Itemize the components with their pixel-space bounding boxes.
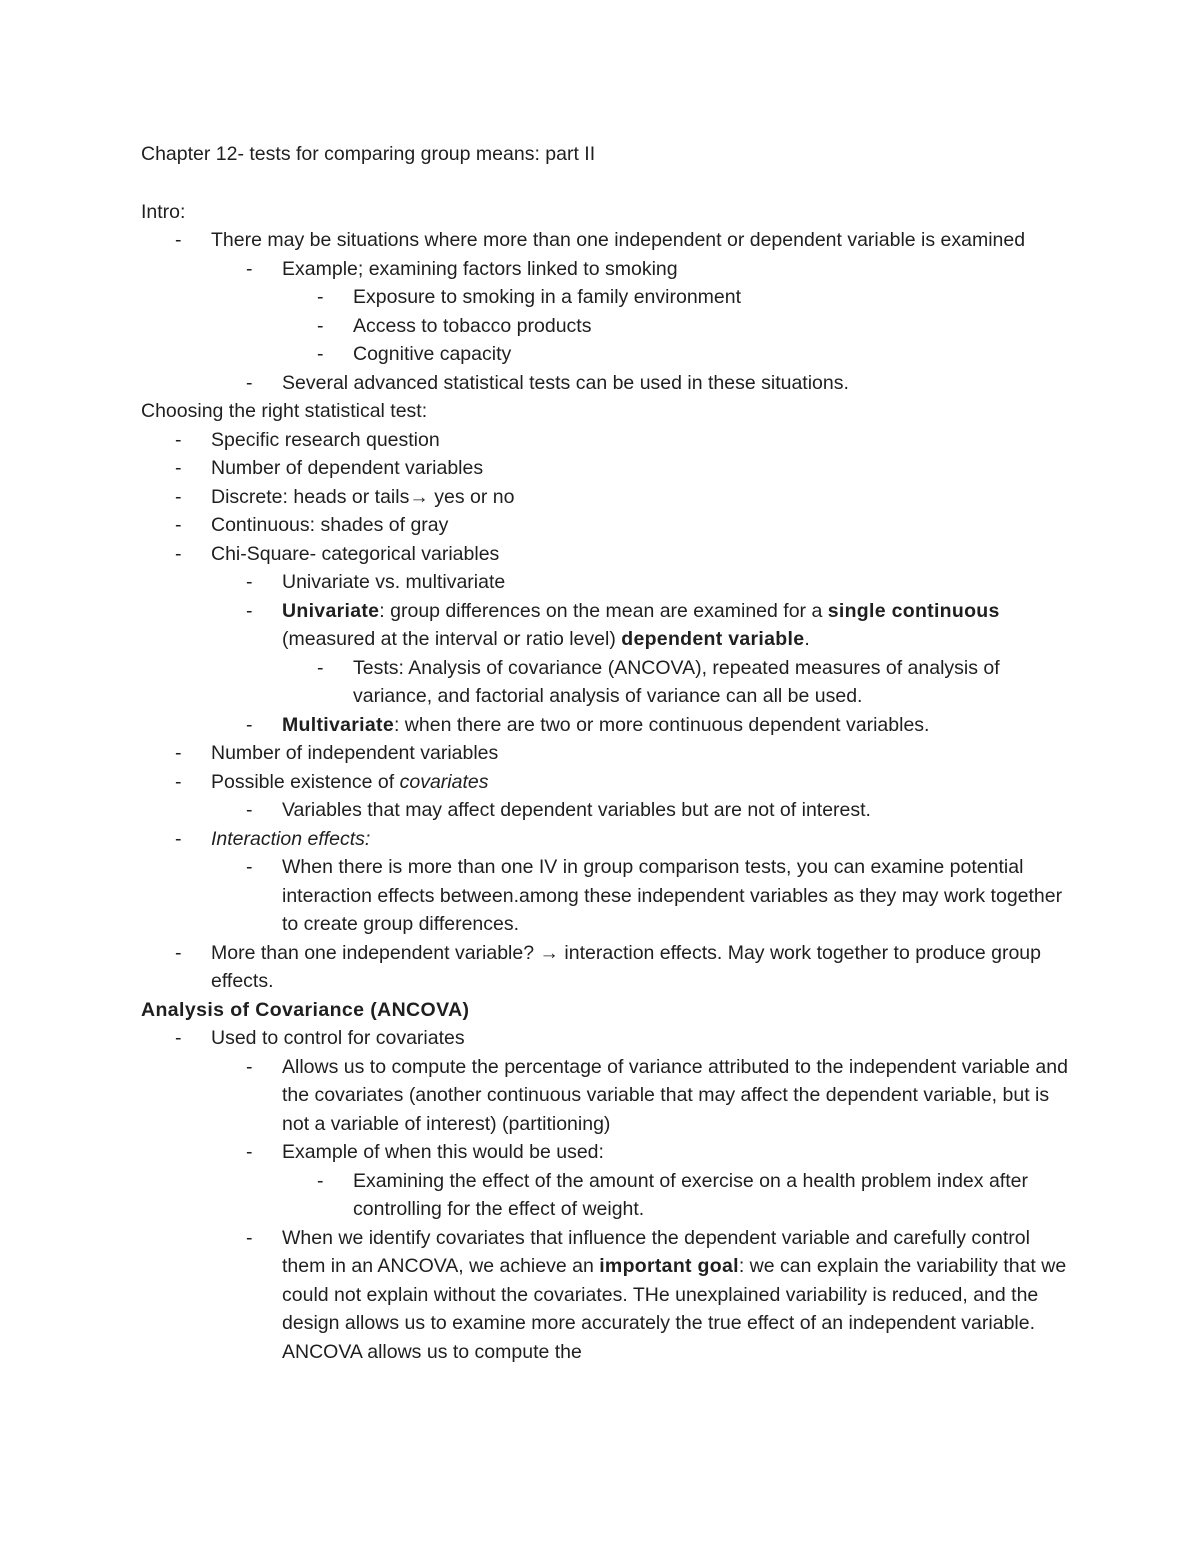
bullet-dash: - xyxy=(246,1055,253,1078)
bullet-dash: - xyxy=(175,514,182,536)
bullet-dash: - xyxy=(246,856,253,878)
bullet-dash: - xyxy=(246,799,253,821)
list-item xyxy=(141,739,1071,768)
bullet-dash: - xyxy=(175,941,182,964)
bullet-dash: - xyxy=(317,343,324,365)
bullet-dash: - xyxy=(175,1027,182,1049)
document-page xyxy=(141,140,1071,1366)
list-item xyxy=(141,1053,1071,1139)
list-item-text: More than one independent variable? → interaction effects. May work together to produce group effects. xyxy=(211,941,1041,992)
list-item-text: There may be situations where more than one independent or dependent variable is examined xyxy=(211,229,1026,251)
list-item xyxy=(141,540,1071,569)
list-item-text: Number of independent variables xyxy=(211,742,499,764)
list-item-text: When there is more than one IV in group comparison tests, you can examine potential interaction effects between.among these independent variables as they may work together to create group differences. xyxy=(282,856,1063,935)
list-item-text: Number of dependent variables xyxy=(211,457,484,479)
list-item xyxy=(141,796,1071,825)
list-item-text: Interaction effects: xyxy=(211,827,371,850)
list-item xyxy=(141,1138,1071,1167)
list-item-text: Univariate vs. multivariate xyxy=(282,571,506,593)
list-item-text: Continuous: shades of gray xyxy=(211,514,449,536)
list-item-text: Example of when this would be used: xyxy=(282,1141,604,1163)
bullet-dash: - xyxy=(175,457,182,479)
list-item-text: Discrete: heads or tails→ yes or no xyxy=(211,485,515,508)
list-item xyxy=(141,1224,1071,1367)
bullet-dash: - xyxy=(175,742,182,764)
bullet-dash: - xyxy=(175,542,182,565)
bullet-dash: - xyxy=(317,656,324,679)
term-multivariate: Multivariate xyxy=(282,713,394,736)
bold-segment: important goal xyxy=(599,1255,739,1277)
bullet-dash: - xyxy=(246,371,253,394)
list-item-text: Chi-Square- categorical variables xyxy=(211,542,500,565)
list-item xyxy=(141,711,1071,740)
bold-segment: dependent variable xyxy=(621,628,805,650)
bullet-dash: - xyxy=(175,485,182,508)
list-item xyxy=(141,426,1071,455)
text-segment: Possible existence of xyxy=(211,770,400,793)
list-item-text: Variables that may affect dependent variables but are not of interest. xyxy=(282,799,871,821)
bullet-dash: - xyxy=(317,314,324,337)
bullet-dash: - xyxy=(246,713,253,736)
list-item xyxy=(141,226,1071,255)
text-segment: (measured at the interval or ratio level) xyxy=(282,628,622,650)
list-item-text: Example; examining factors linked to smoking xyxy=(282,257,678,280)
list-item-text: Access to tobacco products xyxy=(353,314,592,337)
list-item-text xyxy=(211,771,488,793)
list-item-text xyxy=(282,1227,1066,1363)
choosing-heading: Choosing the right statistical test: xyxy=(141,400,428,422)
list-item xyxy=(141,825,1071,854)
list-item-text: Cognitive capacity xyxy=(353,343,512,365)
list-item xyxy=(141,939,1071,996)
text-segment: : when there are two or more continuous dependent variables. xyxy=(393,713,930,736)
bullet-dash: - xyxy=(246,1226,253,1249)
bullet-dash: - xyxy=(175,428,182,451)
bullet-dash: - xyxy=(246,1141,253,1163)
bullet-dash: - xyxy=(246,571,253,593)
list-item xyxy=(141,768,1071,797)
ancova-heading: Analysis of Covariance (ANCOVA) xyxy=(141,998,470,1021)
list-item xyxy=(141,283,1071,312)
text-segment: : we can explain the variability that we could not explain without the covariates. THe unexplained variability is reduced, and the design allows us to examine more accurately the true effect of an independent variable. ANCOVA allows us to compute the xyxy=(282,1255,1067,1363)
list-item xyxy=(141,1024,1071,1053)
list-item-text: Tests: Analysis of covariance (ANCOVA), repeated measures of analysis of variance, and factorial analysis of variance can all be used. xyxy=(353,656,1000,707)
list-item xyxy=(141,654,1071,711)
italic-segment: covariates xyxy=(399,770,489,793)
list-item-text xyxy=(282,714,929,736)
list-item-text: Several advanced statistical tests can be used in these situations. xyxy=(282,371,849,394)
list-item-text: Exposure to smoking in a family environment xyxy=(353,286,742,308)
list-item xyxy=(141,369,1071,398)
bullet-dash: - xyxy=(175,229,182,251)
list-item xyxy=(141,511,1071,540)
bullet-dash: - xyxy=(175,770,182,793)
bullet-dash: - xyxy=(175,827,182,850)
list-item-text xyxy=(282,600,1000,651)
list-item xyxy=(141,312,1071,341)
bullet-dash: - xyxy=(246,257,253,280)
bullet-dash: - xyxy=(317,1169,324,1192)
text-segment: . xyxy=(804,628,810,650)
page-title: Chapter 12- tests for comparing group means: part II xyxy=(141,143,596,165)
list-item xyxy=(141,597,1071,654)
list-item xyxy=(141,1167,1071,1224)
text-segment: When we identify covariates that influence the dependent variable and carefully control them in an ANCOVA, we achieve an xyxy=(282,1226,1030,1277)
bullet-dash: - xyxy=(246,599,253,622)
list-item xyxy=(141,454,1071,483)
list-item-text: Used to control for covariates xyxy=(211,1027,465,1049)
list-item xyxy=(141,255,1071,284)
bullet-dash: - xyxy=(317,286,324,308)
list-item xyxy=(141,483,1071,512)
list-item-text: Examining the effect of the amount of exercise on a health problem index after controlling for the effect of weight. xyxy=(353,1169,1028,1220)
list-item-text: Specific research question xyxy=(211,428,440,451)
term-univariate: Univariate xyxy=(282,599,380,622)
list-item xyxy=(141,568,1071,597)
list-item-text: Allows us to compute the percentage of variance attributed to the independent variable and the covariates (another continuous variable that may affect the dependent variable, but is not a variable of interest) (partitioning) xyxy=(282,1055,1068,1135)
text-segment: : group differences on the mean are examined for a xyxy=(379,599,828,622)
list-item xyxy=(141,340,1071,369)
intro-heading: Intro: xyxy=(141,200,186,223)
bold-segment: single continuous xyxy=(827,599,1000,622)
list-item xyxy=(141,853,1071,939)
